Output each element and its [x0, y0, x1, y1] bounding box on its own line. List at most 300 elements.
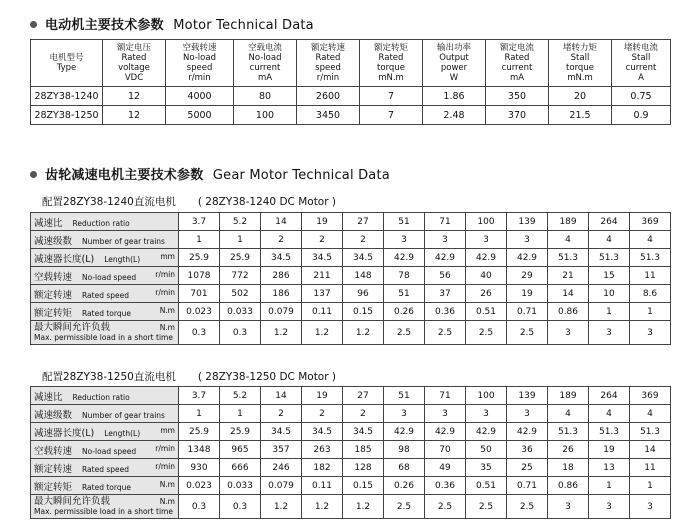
- header-line: mN.m: [378, 73, 404, 83]
- row-label-zh: 减速比: [34, 391, 63, 403]
- table-cell: 34.5: [343, 423, 384, 441]
- row-label-en: Rated speed: [82, 464, 130, 474]
- motor-header-cell: [423, 40, 486, 87]
- table-row: [31, 321, 671, 345]
- table-cell: 78: [384, 267, 425, 285]
- table-cell: 42.9: [466, 249, 507, 267]
- header-line: current: [249, 63, 281, 73]
- header-line: VDC: [124, 73, 144, 83]
- table-cell: 772: [220, 267, 261, 285]
- table-cell: 3: [589, 321, 630, 345]
- table-cell: 369: [630, 387, 671, 405]
- table-cell: 3: [548, 495, 589, 519]
- motor-header-row: [31, 40, 671, 87]
- table-cell: 0.15: [343, 477, 384, 495]
- table-cell: 2: [343, 405, 384, 423]
- header-line: 空载电流: [247, 43, 282, 53]
- table-row: [31, 423, 671, 441]
- table-cell: 26: [548, 441, 589, 459]
- table-cell: 502: [220, 285, 261, 303]
- table-cell: 71: [425, 213, 466, 231]
- row-label-zh: 额定转速: [34, 463, 73, 475]
- table-cell: 1.2: [261, 495, 302, 519]
- table-cell: 56: [425, 267, 466, 285]
- table-cell: 19: [302, 213, 343, 231]
- table-cell: 2: [343, 231, 384, 249]
- table-cell: 25.9: [220, 423, 261, 441]
- row-unit: N.m: [159, 306, 175, 315]
- row-label-zh: 最大瞬间允许负载: [34, 496, 111, 507]
- table-row: [31, 387, 671, 405]
- table-cell: 37: [425, 285, 466, 303]
- table-cell: 15: [589, 267, 630, 285]
- header-line: r/min: [316, 73, 340, 83]
- table-cell: 10: [589, 285, 630, 303]
- table-cell: 3450: [297, 106, 360, 125]
- row-label-zh: 额定转矩: [34, 481, 73, 493]
- table-cell: 666: [220, 459, 261, 477]
- table-cell: 2: [302, 231, 343, 249]
- row-unit: mm: [160, 252, 175, 261]
- row-label-en: No-load speed: [82, 446, 137, 456]
- header-line: Type: [56, 63, 77, 73]
- table-cell: 1: [589, 477, 630, 495]
- table-cell: 1.86: [423, 87, 486, 106]
- table-row: [31, 441, 671, 459]
- table-row: [31, 249, 671, 267]
- header-line: Output: [439, 53, 469, 63]
- table-cell: 27: [343, 387, 384, 405]
- header-line: mN.m: [567, 73, 593, 83]
- table-cell: 51.3: [548, 249, 589, 267]
- table-cell: 4: [548, 231, 589, 249]
- table-cell: 3: [507, 405, 548, 423]
- table-cell: 51: [384, 387, 425, 405]
- table-cell: 4000: [166, 87, 234, 106]
- row-label-en: Reduction ratio: [72, 218, 130, 228]
- header-line: torque: [566, 63, 594, 73]
- table-cell: 51.3: [548, 423, 589, 441]
- header-line: current: [501, 63, 533, 73]
- row-label: [31, 321, 179, 345]
- table-cell: 2.5: [384, 321, 425, 345]
- table-cell: 0.86: [548, 303, 589, 321]
- table-cell: 2: [261, 405, 302, 423]
- header-line: speed: [315, 63, 341, 73]
- motor-header-cell: [360, 40, 423, 87]
- table-cell: 25.9: [179, 249, 220, 267]
- table-cell: 0.023: [179, 477, 220, 495]
- table-cell: 51.3: [630, 249, 671, 267]
- table-cell: 3: [548, 321, 589, 345]
- row-label-en: Rated torque: [82, 308, 131, 318]
- table-cell: 1: [220, 231, 261, 249]
- table-cell: 1: [220, 405, 261, 423]
- row-unit: N.m: [159, 497, 175, 506]
- header-line: mA: [257, 73, 273, 83]
- table-cell: 29: [507, 267, 548, 285]
- table-cell: 14: [548, 285, 589, 303]
- header-line: A: [638, 73, 644, 83]
- row-label-en: Reduction ratio: [72, 392, 130, 402]
- row-label-en: Max. permissible load in a short time: [34, 333, 173, 342]
- row-label-zh: 额定转速: [34, 289, 73, 301]
- table-cell: 51: [384, 213, 425, 231]
- row-unit: mm: [160, 426, 175, 435]
- motor-table-body: [31, 87, 671, 125]
- table-cell: 51: [384, 285, 425, 303]
- table-cell: 14: [261, 387, 302, 405]
- table-cell: 0.26: [384, 303, 425, 321]
- table-cell: 42.9: [425, 423, 466, 441]
- motor-header-cell: [612, 40, 671, 87]
- table-cell: 3: [630, 495, 671, 519]
- table-cell: 186: [261, 285, 302, 303]
- table-cell: 0.11: [302, 477, 343, 495]
- row-unit: N.m: [159, 323, 175, 332]
- row-label-en: No-load speed: [82, 272, 137, 282]
- table-cell: 4: [548, 405, 589, 423]
- table-cell: 34.5: [302, 249, 343, 267]
- header-line: speed: [186, 63, 213, 73]
- row-label-zh: 减速级数: [34, 409, 73, 421]
- row-label-en: Length(L): [104, 254, 141, 264]
- table-cell: 0.11: [302, 303, 343, 321]
- table-cell: 42.9: [384, 423, 425, 441]
- table-cell: 34.5: [302, 423, 343, 441]
- row-unit: r/min: [155, 444, 175, 453]
- gear-table-1-subtitle-en: ( 28ZY38-1240 DC Motor ): [197, 196, 336, 208]
- table-cell: 100: [466, 387, 507, 405]
- table-cell: 34.5: [261, 249, 302, 267]
- table-cell: 42.9: [507, 249, 548, 267]
- gear-table-1: [30, 212, 671, 345]
- header-line: 额定电流: [499, 43, 534, 53]
- table-row: [31, 213, 671, 231]
- header-line: r/min: [188, 73, 211, 83]
- gear-table-1-subtitle-zh: 配置28ZY38-1240直流电机: [42, 196, 176, 208]
- table-cell: 1: [589, 303, 630, 321]
- row-label: [31, 477, 179, 495]
- table-cell: 98: [384, 441, 425, 459]
- table-cell: 2.5: [466, 495, 507, 519]
- table-cell: 19: [589, 441, 630, 459]
- row-label-zh: 减速器长度(L): [34, 427, 95, 439]
- table-cell: 0.033: [220, 303, 261, 321]
- table-cell: 25: [507, 459, 548, 477]
- row-label: [31, 441, 179, 459]
- table-cell: 370: [486, 106, 549, 125]
- table-cell: 4: [589, 405, 630, 423]
- table-cell: 0.033: [220, 477, 261, 495]
- table-cell: 20: [549, 87, 612, 106]
- table-cell: 1348: [179, 441, 220, 459]
- gear-table-2-subtitle-zh: 配置28ZY38-1250直流电机: [42, 371, 176, 383]
- table-row: [31, 231, 671, 249]
- header-line: 额定转速: [310, 43, 345, 53]
- row-label: [31, 303, 179, 321]
- table-cell: 12: [103, 87, 166, 106]
- gear-table-2-subtitle-en: ( 28ZY38-1250 DC Motor ): [197, 371, 336, 383]
- row-label: [31, 387, 179, 405]
- gear-table-2: [30, 386, 671, 519]
- table-cell: 0.36: [425, 477, 466, 495]
- table-cell: 28ZY38-1250: [31, 106, 103, 125]
- table-cell: 3: [384, 231, 425, 249]
- table-cell: 930: [179, 459, 220, 477]
- table-cell: 4: [630, 405, 671, 423]
- header-line: power: [440, 63, 468, 73]
- table-cell: 0.3: [179, 495, 220, 519]
- table-cell: 0.51: [466, 477, 507, 495]
- header-line: torque: [377, 63, 405, 73]
- table-cell: 965: [220, 441, 261, 459]
- table-cell: 2.5: [425, 495, 466, 519]
- row-label-en: Rated torque: [82, 482, 131, 492]
- table-cell: 350: [486, 87, 549, 106]
- table-cell: 100: [466, 213, 507, 231]
- table-cell: 182: [302, 459, 343, 477]
- table-cell: 0.023: [179, 303, 220, 321]
- table-cell: 0.3: [220, 495, 261, 519]
- table-cell: 0.36: [425, 303, 466, 321]
- table-cell: 189: [548, 387, 589, 405]
- row-label-zh: 减速器长度(L): [34, 253, 95, 265]
- motor-header-cell: [103, 40, 166, 87]
- table-cell: 0.3: [220, 321, 261, 345]
- row-unit: r/min: [155, 462, 175, 471]
- row-label-zh: 减速比: [34, 217, 63, 229]
- table-cell: 0.079: [261, 477, 302, 495]
- bullet-icon: [30, 171, 37, 178]
- table-cell: 71: [425, 387, 466, 405]
- header-line: Rated: [378, 53, 404, 63]
- table-cell: 2.5: [384, 495, 425, 519]
- table-cell: 36: [507, 441, 548, 459]
- table-cell: 3: [425, 231, 466, 249]
- table-cell: 148: [343, 267, 384, 285]
- table-cell: 96: [343, 285, 384, 303]
- table-cell: 2600: [297, 87, 360, 106]
- table-cell: 5.2: [220, 387, 261, 405]
- table-row: [31, 405, 671, 423]
- row-label-en: Number of gear trains: [82, 410, 165, 420]
- table-row: [31, 285, 671, 303]
- row-label: [31, 495, 179, 519]
- motor-section-title: [30, 14, 314, 33]
- table-cell: 5000: [166, 106, 234, 125]
- table-cell: 2: [302, 405, 343, 423]
- table-cell: 5.2: [220, 213, 261, 231]
- motor-header-cell: [486, 40, 549, 87]
- table-cell: 211: [302, 267, 343, 285]
- table-cell: 14: [261, 213, 302, 231]
- table-cell: 0.079: [261, 303, 302, 321]
- table-cell: 27: [343, 213, 384, 231]
- table-cell: 139: [507, 387, 548, 405]
- table-cell: 21.5: [549, 106, 612, 125]
- table-cell: 246: [261, 459, 302, 477]
- row-label: [31, 267, 179, 285]
- header-line: No-load: [183, 53, 216, 63]
- table-cell: 263: [302, 441, 343, 459]
- table-cell: 2.5: [507, 495, 548, 519]
- table-cell: 1: [179, 405, 220, 423]
- table-cell: 25.9: [220, 249, 261, 267]
- header-line: Rated: [121, 53, 147, 63]
- gear-table-1-subtitle: [42, 194, 336, 209]
- table-cell: 189: [548, 213, 589, 231]
- table-cell: 34.5: [343, 249, 384, 267]
- table-cell: 51.3: [589, 423, 630, 441]
- table-cell: 0.15: [343, 303, 384, 321]
- header-line: 电机型号: [49, 53, 84, 63]
- table-cell: 12: [103, 106, 166, 125]
- header-line: current: [625, 63, 657, 73]
- table-cell: 3: [384, 405, 425, 423]
- table-row: [31, 459, 671, 477]
- table-row: [31, 106, 671, 125]
- header-line: Rated: [504, 53, 530, 63]
- gear-table-2-subtitle: [42, 369, 336, 384]
- row-unit: r/min: [155, 288, 175, 297]
- table-cell: 264: [589, 387, 630, 405]
- motor-title-zh: 电动机主要技术参数: [45, 18, 164, 33]
- table-cell: 4: [630, 231, 671, 249]
- table-cell: 1.2: [343, 495, 384, 519]
- table-cell: 2: [261, 231, 302, 249]
- table-cell: 70: [425, 441, 466, 459]
- table-cell: 26: [466, 285, 507, 303]
- table-cell: 28ZY38-1240: [31, 87, 103, 106]
- table-cell: 369: [630, 213, 671, 231]
- header-line: No-load: [248, 53, 282, 63]
- table-cell: 0.71: [507, 477, 548, 495]
- motor-header-cell: [297, 40, 360, 87]
- table-row: [31, 477, 671, 495]
- header-line: Stall: [631, 53, 651, 63]
- table-row: [31, 303, 671, 321]
- table-cell: 2.5: [425, 321, 466, 345]
- table-cell: 42.9: [466, 423, 507, 441]
- table-cell: 0.26: [384, 477, 425, 495]
- row-label: [31, 231, 179, 249]
- header-line: 堵转力矩: [562, 43, 597, 53]
- motor-data-table: [30, 39, 671, 125]
- row-label: [31, 213, 179, 231]
- table-cell: 80: [234, 87, 297, 106]
- table-cell: 42.9: [425, 249, 466, 267]
- table-cell: 1.2: [302, 495, 343, 519]
- table-cell: 14: [630, 441, 671, 459]
- row-label-zh: 减速级数: [34, 235, 73, 247]
- table-cell: 13: [589, 459, 630, 477]
- header-line: 堵转电流: [623, 43, 658, 53]
- table-row: [31, 495, 671, 519]
- table-cell: 2.5: [507, 321, 548, 345]
- table-cell: 51.3: [589, 249, 630, 267]
- table-cell: 1078: [179, 267, 220, 285]
- header-line: voltage: [118, 63, 150, 73]
- table-cell: 50: [466, 441, 507, 459]
- row-label: [31, 423, 179, 441]
- header-line: Stall: [570, 53, 590, 63]
- header-line: 额定转矩: [373, 43, 408, 53]
- motor-header-cell: [166, 40, 234, 87]
- gear-section-title: [30, 164, 390, 183]
- table-cell: 3: [507, 231, 548, 249]
- table-cell: 1: [630, 303, 671, 321]
- table-cell: 3: [630, 321, 671, 345]
- table-cell: 1: [179, 231, 220, 249]
- gear-title-zh: 齿轮减速电机主要技术参数: [45, 168, 204, 183]
- table-cell: 19: [507, 285, 548, 303]
- row-label-zh: 额定转矩: [34, 307, 73, 319]
- table-cell: 1.2: [343, 321, 384, 345]
- table-cell: 264: [589, 213, 630, 231]
- row-label: [31, 285, 179, 303]
- motor-header-cell: [31, 40, 103, 87]
- table-cell: 701: [179, 285, 220, 303]
- table-cell: 11: [630, 267, 671, 285]
- table-cell: 42.9: [384, 249, 425, 267]
- table-cell: 7: [360, 106, 423, 125]
- table-cell: 21: [548, 267, 589, 285]
- table-cell: 40: [466, 267, 507, 285]
- table-cell: 3: [466, 405, 507, 423]
- row-label: [31, 249, 179, 267]
- row-label-en: Max. permissible load in a short time: [34, 507, 173, 516]
- table-cell: 34.5: [261, 423, 302, 441]
- table-cell: 0.75: [612, 87, 671, 106]
- row-label-zh: 空载转速: [34, 271, 73, 283]
- table-cell: 19: [302, 387, 343, 405]
- table-row: [31, 267, 671, 285]
- table-cell: 128: [343, 459, 384, 477]
- table-cell: 0.9: [612, 106, 671, 125]
- table-cell: 0.51: [466, 303, 507, 321]
- bullet-icon: [30, 21, 37, 28]
- table-cell: 0.3: [179, 321, 220, 345]
- table-cell: 0.71: [507, 303, 548, 321]
- table-cell: 100: [234, 106, 297, 125]
- table-cell: 35: [466, 459, 507, 477]
- motor-title-en: Motor Technical Data: [173, 18, 314, 33]
- table-cell: 185: [343, 441, 384, 459]
- table-cell: 51.3: [630, 423, 671, 441]
- table-cell: 49: [425, 459, 466, 477]
- table-cell: 3: [466, 231, 507, 249]
- row-label-zh: 空载转速: [34, 445, 73, 457]
- row-label-en: Rated speed: [82, 290, 130, 300]
- header-line: 额定电压: [116, 43, 151, 53]
- row-label-en: Number of gear trains: [82, 236, 165, 246]
- table-cell: 3.7: [179, 387, 220, 405]
- table-cell: 7: [360, 87, 423, 106]
- table-cell: 1: [630, 477, 671, 495]
- motor-header-cell: [234, 40, 297, 87]
- header-line: Rated: [315, 53, 341, 63]
- table-cell: 68: [384, 459, 425, 477]
- header-line: 空载转速: [182, 43, 217, 53]
- gear-title-en: Gear Motor Technical Data: [212, 168, 390, 183]
- row-label: [31, 405, 179, 423]
- header-line: W: [449, 73, 459, 83]
- table-cell: 18: [548, 459, 589, 477]
- table-cell: 0.86: [548, 477, 589, 495]
- table-cell: 8.6: [630, 285, 671, 303]
- table-cell: 11: [630, 459, 671, 477]
